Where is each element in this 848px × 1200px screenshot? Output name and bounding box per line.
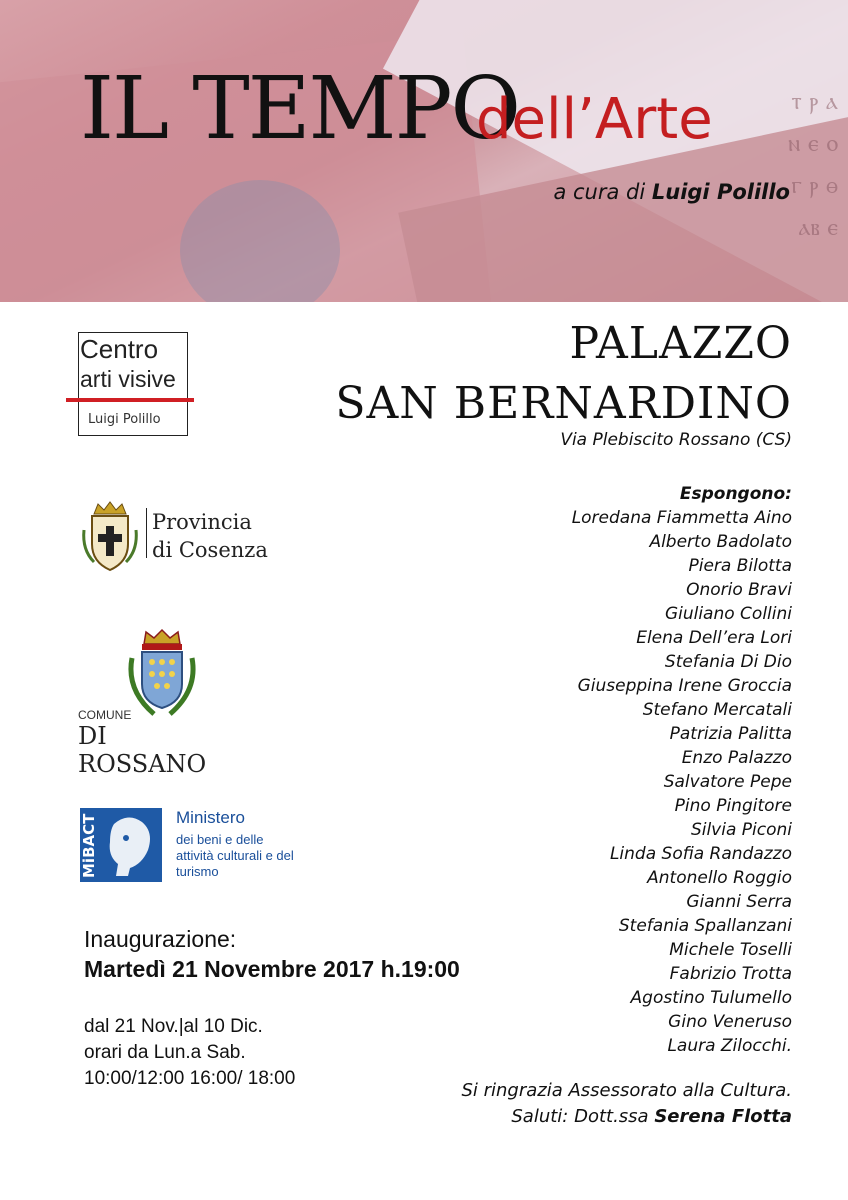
thanks-name: Serena Flotta bbox=[654, 1106, 792, 1127]
logo-text-ministero: Ministero bbox=[176, 808, 245, 827]
artist-name: Linda Sofia Randazzo bbox=[609, 844, 792, 864]
mibact-emblem-icon bbox=[80, 808, 162, 882]
artist-name: Onorio Bravi bbox=[686, 580, 792, 600]
curator-name: Luigi Polillo bbox=[651, 180, 790, 204]
artist-name: Giuseppina Irene Groccia bbox=[577, 676, 792, 696]
thanks-prefix: Saluti: Dott.ssa bbox=[511, 1106, 649, 1127]
artist-name: Fabrizio Trotta bbox=[669, 964, 792, 984]
artist-name: Michele Toselli bbox=[669, 940, 792, 960]
opening-hours bbox=[84, 1014, 295, 1092]
logo-text-centro: Centro bbox=[80, 334, 159, 364]
artist-name: Antonello Roggio bbox=[647, 868, 792, 888]
event-title: IL TEMPO bbox=[80, 59, 519, 159]
hours-days: orari da Lun.a Sab. bbox=[84, 1042, 246, 1063]
logo-red-bar bbox=[66, 398, 194, 402]
logo-text-comune: COMUNE bbox=[78, 708, 132, 722]
artist-name: Stefano Mercatali bbox=[642, 700, 792, 720]
hours-dates: dal 21 Nov.|al 10 Dic. bbox=[84, 1016, 263, 1037]
provincia-cosenza-logo bbox=[80, 498, 310, 578]
artists-list bbox=[432, 482, 792, 1058]
artist-name: Patrizia Palitta bbox=[669, 724, 792, 744]
venue-address: Via Plebiscito Rossano (CS) bbox=[560, 430, 792, 450]
logo-text-provincia: Provincia bbox=[152, 510, 252, 534]
artist-name: Alberto Badolato bbox=[649, 532, 792, 552]
artist-name: Enzo Palazzo bbox=[681, 748, 792, 768]
hours-times: 10:00/12:00 16:00/ 18:00 bbox=[84, 1068, 296, 1089]
artist-name: Loredana Fiammetta Aino bbox=[571, 508, 792, 528]
artist-name: Gianni Serra bbox=[686, 892, 792, 912]
rossano-crest-icon bbox=[122, 628, 202, 720]
logo-text-ministero-desc: dei beni e delle attività culturali e del turismo bbox=[176, 832, 294, 879]
artist-name: Silvia Piconi bbox=[690, 820, 792, 840]
provincia-crest-icon bbox=[80, 500, 140, 572]
centro-arti-visive-logo bbox=[78, 332, 188, 436]
logo-text-name: Luigi Polillo bbox=[88, 412, 161, 427]
artists-heading: Espongono: bbox=[679, 484, 792, 504]
mibact-tag: MiBACT bbox=[80, 813, 98, 878]
venue-line1: PALAZZO bbox=[569, 318, 792, 369]
mibact-logo bbox=[80, 808, 294, 888]
curator-prefix: a cura di bbox=[553, 180, 646, 204]
artist-name: Stefania Spallanzani bbox=[618, 916, 792, 936]
artist-name: Stefania Di Dio bbox=[664, 652, 792, 672]
artist-name: Pino Pingitore bbox=[674, 796, 792, 816]
event-subtitle: dell’Arte bbox=[476, 87, 713, 152]
thanks-line1: Si ringrazia Assessorato alla Cultura. bbox=[461, 1080, 792, 1101]
comune-rossano-logo bbox=[78, 628, 238, 778]
artist-name: Gino Veneruso bbox=[668, 1012, 792, 1032]
artist-name: Agostino Tulumello bbox=[630, 988, 792, 1008]
artist-name: Laura Zilocchi. bbox=[667, 1036, 792, 1056]
artist-name: Salvatore Pepe bbox=[663, 772, 792, 792]
artist-name: Piera Bilotta bbox=[688, 556, 792, 576]
logo-separator bbox=[146, 508, 147, 558]
artist-name: Giuliano Collini bbox=[664, 604, 792, 624]
logo-text-cosenza: di Cosenza bbox=[152, 538, 268, 562]
curator-line bbox=[553, 180, 790, 204]
inauguration-label: Inaugurazione: bbox=[84, 926, 237, 952]
thanks-line2 bbox=[461, 1104, 792, 1130]
logo-text-rossano: DI ROSSANO bbox=[78, 722, 207, 778]
venue-line2: SAN BERNARDINO bbox=[335, 378, 792, 429]
artist-name: Elena Dell’era Lori bbox=[636, 628, 792, 648]
acknowledgements bbox=[461, 1078, 792, 1130]
banner-script-texture: ⲧ ⲣ ⲁ ⲛ ⲉ ⲟ ⲅ ⲣ ⲑ ⲁⲃ ⲉ bbox=[788, 87, 838, 241]
logo-text-arti: arti visive bbox=[80, 366, 176, 392]
inauguration-date: Martedì 21 Novembre 2017 h.19:00 bbox=[84, 956, 460, 982]
